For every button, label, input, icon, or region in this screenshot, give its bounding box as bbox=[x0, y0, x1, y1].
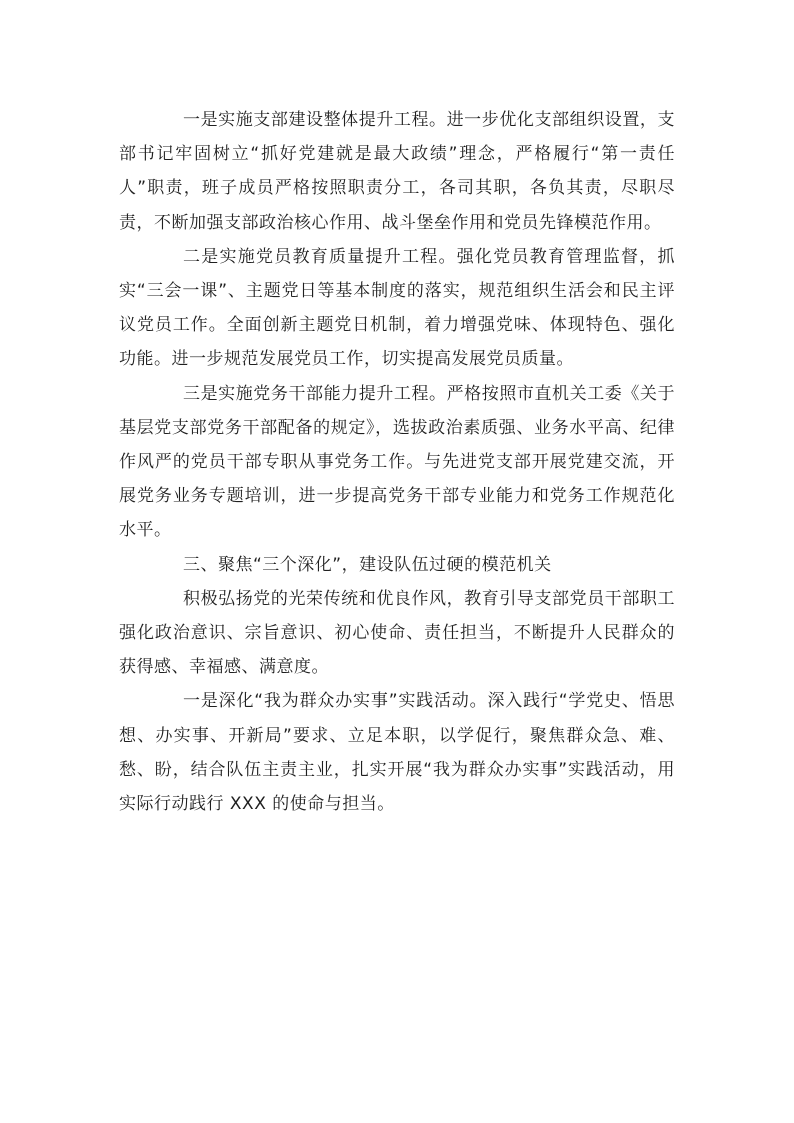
document-body bbox=[119, 103, 675, 821]
paragraph-cadre-capacity: 三是实施党务干部能力提升工程。严格按照市直机关工委《关于基层党支部党务干部配备的规定》，选拔政治素质强、业务水平高、纪律作风严的党员干部专职从事党务工作。与先进党支部开展党建交流，开展党务业务专题培训，进一步提高党务干部专业能力和党务工作规范化水平。 bbox=[119, 383, 675, 541]
paragraph-practical-activities: 一是深化“我为群众办实事”实践活动。深入践行“学党史、悟思想、办实事、开新局”要求、立足本职，以学促行，聚焦群众急、难、愁、盼，结合队伍主责主业，扎实开展“我为群众办实事”实践活动，用实际行动践行 XXX 的使命与担当。 bbox=[119, 691, 675, 815]
section-heading-three-deepening: 三、聚焦“三个深化”，建设队伍过硬的模范机关 bbox=[183, 554, 552, 575]
paragraph-member-education: 二是实施党员教育质量提升工程。强化党员教育管理监督，抓实“三会一课”、主题党日等基本制度的落实，规范组织生活会和民主评议党员工作。全面创新主题党日机制，着力增强党味、体现特色、强化功能。进一步规范发展党员工作，切实提高发展党员质量。 bbox=[119, 246, 675, 370]
paragraph-branch-building: 一是实施支部建设整体提升工程。进一步优化支部组织设置，支部书记牢固树立“抓好党建就是最大政绩”理念，严格履行“第一责任人”职责，班子成员严格按照职责分工，各司其职，各负其责，尽职尽责，不断加强支部政治核心作用、战斗堡垒作用和党员先锋模范作用。 bbox=[119, 110, 675, 233]
paragraph-fine-tradition: 积极弘扬党的光荣传统和优良作风，教育引导支部党员干部职工强化政治意识、宗旨意识、初心使命、责任担当，不断提升人民群众的获得感、幸福感、满意度。 bbox=[119, 588, 675, 678]
